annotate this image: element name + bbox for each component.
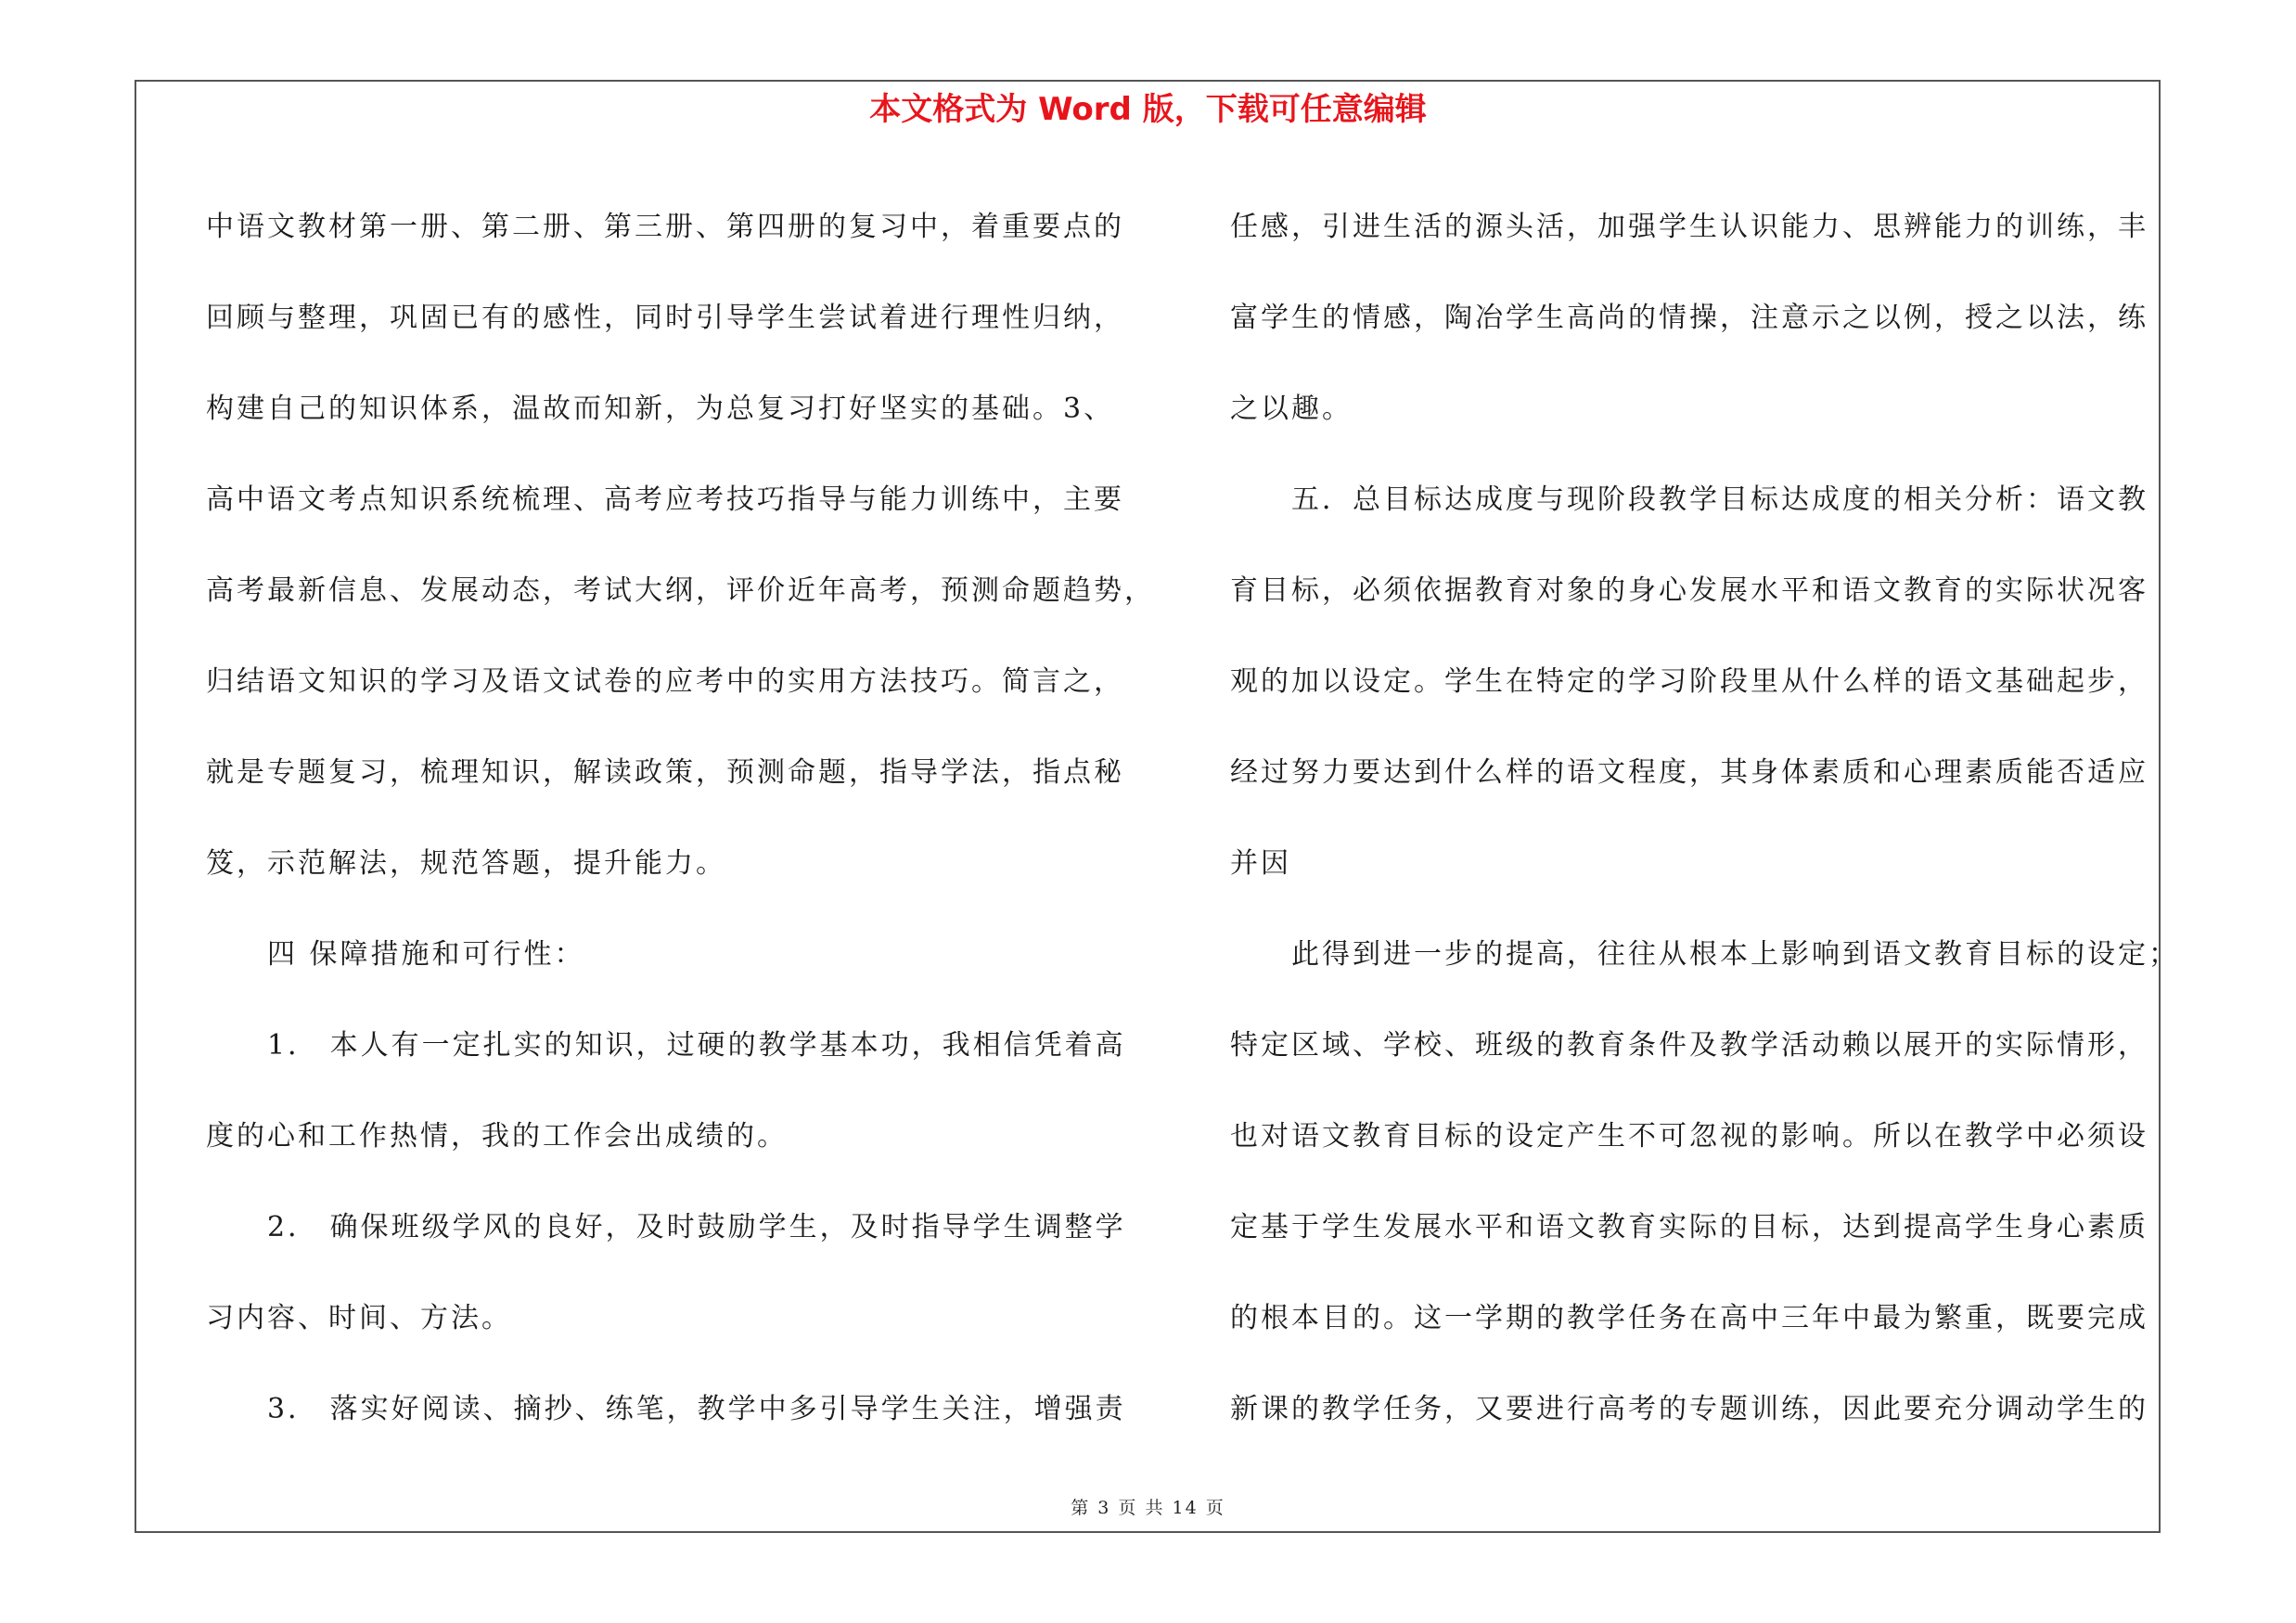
word-format-banner: 本文格式为 Word 版，下载可任意编辑	[869, 91, 1427, 128]
text-line: 任感，引进生活的源头活，加强学生认识能力、思辨能力的训练，丰	[1230, 211, 2148, 243]
text-line: 度的心和工作热情，我的工作会出成绩的。	[206, 1120, 788, 1153]
text-line: 经过努力要达到什么样的语文程度，其身体素质和心理素质能否适应	[1230, 756, 2148, 789]
text-line: 定基于学生发展水平和语文教育实际的目标，达到提高学生身心素质	[1230, 1211, 2148, 1243]
text-line: 特定区域、学校、班级的教育条件及教学活动赖以展开的实际情形，	[1230, 1029, 2148, 1062]
text-line: 观的加以设定。学生在特定的学习阶段里从什么样的语文基础起步，	[1230, 665, 2148, 698]
text-line: 3． 落实好阅读、摘抄、练笔，教学中多引导学生关注，增强责	[206, 1393, 1126, 1425]
text-line: 习内容、时间、方法。	[206, 1302, 512, 1334]
section-heading-four: 四 保障措施和可行性：	[206, 938, 585, 971]
text-line: 1． 本人有一定扎实的知识，过硬的教学基本功，我相信凭着高	[206, 1029, 1126, 1062]
page-number-footer: 第 3 页 共 14 页	[1071, 1498, 1225, 1518]
text-line: 高考最新信息、发展动态，考试大纲，评价近年高考，预测命题趋势，	[206, 574, 1155, 607]
text-line: 的根本目的。这一学期的教学任务在高中三年中最为繁重，既要完成	[1230, 1302, 2148, 1334]
left-text-column	[206, 182, 1155, 1455]
text-line: 归结语文知识的学习及语文试卷的应考中的实用方法技巧。简言之，	[206, 665, 1124, 698]
text-line: 高中语文考点知识系统梳理、高考应考技巧指导与能力训练中，主要	[206, 483, 1124, 516]
text-line: 富学生的情感，陶冶学生高尚的情操，注意示之以例，授之以法，练	[1230, 302, 2148, 334]
text-line: 笈，示范解法，规范答题，提升能力。	[206, 847, 726, 880]
text-line: 此得到进一步的提高，往往从根本上影响到语文教育目标的设定；	[1230, 938, 2179, 971]
text-line: 新课的教学任务，又要进行高考的专题训练，因此要充分调动学生的	[1230, 1393, 2148, 1425]
text-line: 2． 确保班级学风的良好，及时鼓励学生，及时指导学生调整学	[206, 1211, 1126, 1243]
text-line: 也对语文教育目标的设定产生不可忽视的影响。所以在教学中必须设	[1230, 1120, 2148, 1153]
text-line: 并因	[1230, 847, 1291, 880]
text-line: 中语文教材第一册、第二册、第三册、第四册的复习中，着重要点的	[206, 211, 1124, 243]
text-line: 就是专题复习，梳理知识，解读政策，预测命题，指导学法，指点秘	[206, 756, 1124, 789]
text-line: 育目标，必须依据教育对象的身心发展水平和语文教育的实际状况客	[1230, 574, 2148, 607]
text-line: 之以趣。	[1230, 393, 1353, 425]
right-text-column	[1230, 182, 2179, 1455]
text-line: 回顾与整理，巩固已有的感性，同时引导学生尝试着进行理性归纳，	[206, 302, 1124, 334]
text-line: 构建自己的知识体系，温故而知新，为总复习打好坚实的基础。3、	[206, 393, 1115, 425]
section-heading-five: 五．总目标达成度与现阶段教学目标达成度的相关分析：语文教	[1230, 483, 2148, 516]
